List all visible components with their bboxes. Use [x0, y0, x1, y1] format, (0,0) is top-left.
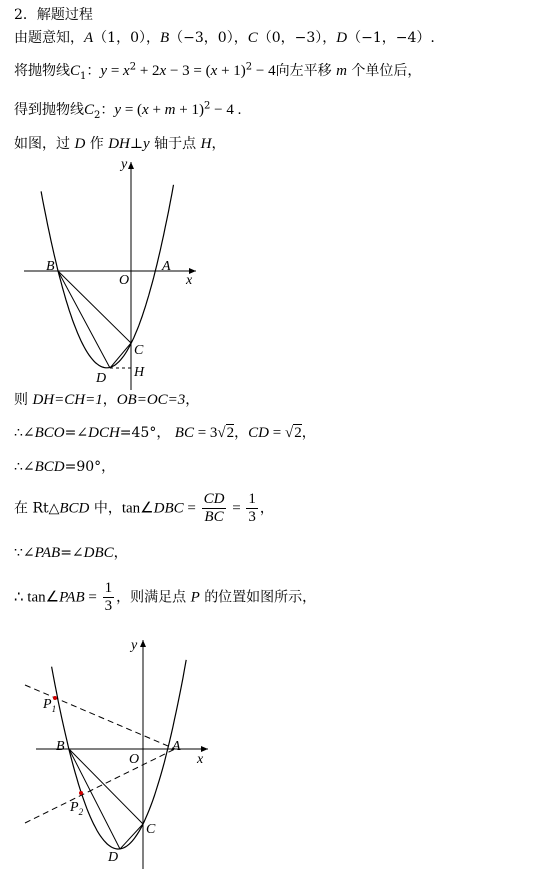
line10-mid: ，则满足点: [116, 589, 187, 606]
line-conclusion: [14, 580, 316, 615]
fig2-label-b: B: [56, 739, 65, 754]
fig2-label-o: O: [129, 752, 140, 767]
point-b-coords: （−3，0），: [169, 30, 248, 46]
fig2-label-p2-letter: P: [70, 800, 79, 815]
line6-therefore: ∴∠: [14, 425, 35, 441]
line7-angle: BCD: [34, 459, 65, 475]
line2-suffix1: 向左平移: [275, 63, 332, 79]
line4-end: ，: [211, 136, 226, 152]
fig1-label-a: A: [162, 259, 171, 274]
figure-2: [0, 630, 230, 869]
line9-because: ∵∠: [14, 545, 35, 561]
eq3-open: = (: [121, 102, 143, 118]
line8-end: ，: [259, 500, 274, 517]
fig1-label-h: H: [134, 365, 145, 380]
line-because: [14, 544, 128, 562]
line8-eq: =: [183, 500, 200, 517]
fig2-dashed-line-p1: [25, 685, 175, 749]
line-parabola-c1: [14, 62, 421, 80]
point-a-coords: （1，0），: [93, 30, 160, 46]
line2-colon: ：: [86, 63, 101, 79]
fig2-label-p1-sub: 1: [51, 704, 57, 714]
shift-m: m: [336, 63, 347, 79]
fig2-label-p1-letter: P: [43, 697, 52, 712]
line-right-angle: [14, 458, 115, 476]
fig1-label-x: x: [186, 273, 193, 288]
curve-c1: C: [70, 63, 81, 79]
line6-cd-eq: =: [269, 425, 285, 441]
figure-1: [0, 150, 220, 390]
fig2-point-p1: [53, 696, 57, 700]
line5-end: ，: [185, 392, 200, 408]
eq-square: 2: [129, 61, 137, 73]
line6-end: ，: [301, 425, 316, 441]
line2-suffix2: 个单位后，: [351, 63, 422, 79]
fig2-segment-bd: [69, 749, 120, 849]
line8-tan: tan∠: [121, 500, 154, 517]
fig2-label-p2-sub: 2: [78, 807, 84, 817]
fig2-label-d: D: [108, 850, 119, 865]
frac-one-third: [246, 491, 258, 526]
line4-mid2: 轴于点: [154, 136, 197, 152]
line7-val: =90°，: [64, 459, 116, 475]
line3-prefix: 得到抛物线: [14, 102, 84, 118]
eq3-tail: − 4 .: [210, 102, 242, 118]
sqrt-sign-2: √: [284, 425, 294, 441]
fig2-point-p2: [79, 791, 83, 795]
fig1-label-d: D: [96, 371, 107, 386]
line4-h: H: [200, 136, 212, 152]
line6-comma: ，: [234, 425, 249, 441]
fig2-label-p2: [69, 800, 84, 817]
line4-prefix: 如图，过: [14, 136, 70, 152]
line8-ang: DBC: [153, 500, 184, 517]
line6-bc-eq: = 3: [193, 425, 218, 441]
eq3-p1: + 1): [175, 102, 204, 118]
point-c-label: C: [247, 30, 258, 46]
point-c-coords: （0，−3），: [257, 30, 337, 46]
line8-prefix: 在 Rt△: [14, 500, 60, 517]
line6-cd: CD: [248, 425, 269, 441]
eq-x3: x: [210, 63, 218, 79]
eq-square2: 2: [245, 61, 253, 73]
fig1-segment-bd: [58, 271, 110, 368]
eq-end: − 3 = (: [166, 63, 211, 79]
line5-prefix: 则: [14, 392, 28, 408]
frac-one-third-2: [103, 580, 115, 615]
eq3-m: m: [164, 102, 176, 118]
fig1-label-c: C: [134, 343, 144, 358]
point-d-label: D: [336, 30, 348, 46]
line1-prefix: 由题意知，: [14, 30, 84, 46]
line4-mid: 作: [89, 136, 104, 152]
eq-x2: x: [159, 63, 167, 79]
line8-tri: BCD: [59, 500, 90, 517]
line7-therefore: ∴∠: [14, 459, 35, 475]
line4-y: y: [143, 136, 150, 152]
frac2-num-1: 1: [104, 580, 113, 596]
line6-a1: BCO: [34, 425, 65, 441]
perp-symbol: ⊥: [129, 136, 144, 152]
line9-a2: DBC: [83, 545, 114, 561]
line10-end: 的位置如图所示，: [204, 589, 317, 606]
frac-cd-bc: [202, 491, 227, 526]
line10-ang: PAB: [59, 589, 85, 606]
frac2-den-3: 3: [104, 598, 113, 614]
eq-x: x: [123, 63, 130, 79]
line9-a1: PAB: [34, 545, 61, 561]
line-parabola-c2: [14, 101, 241, 119]
line-lengths: [14, 391, 199, 409]
fig2-segment-dc: [120, 824, 143, 849]
eq-mid: + 2: [136, 63, 160, 79]
curve-c2-sub: 2: [94, 109, 101, 121]
line-angles: [14, 424, 316, 442]
fig1-label-y: y: [121, 157, 128, 172]
line10-p: P: [190, 589, 200, 606]
line6-cd-rad: 2: [294, 425, 302, 441]
fig1-label-o: O: [119, 273, 130, 288]
eq3-x: x: [142, 102, 149, 118]
line9-end: ，: [113, 545, 128, 561]
frac-den-3: 3: [248, 509, 256, 525]
line10-eq: =: [84, 589, 101, 606]
fig2-label-x: x: [197, 752, 204, 767]
frac-bc: BC: [204, 509, 224, 525]
line6-val: =45°，: [119, 425, 171, 441]
point-d-coords: （−1，−4）.: [347, 30, 435, 46]
line4-dh: DH: [108, 136, 130, 152]
line-tangent: [14, 491, 274, 526]
fig1-segment-dc: [110, 343, 131, 368]
eq3-y: y: [114, 102, 122, 118]
eq-tail: − 4: [252, 63, 276, 79]
line9-eq: =∠: [60, 545, 84, 561]
fig2-label-c: C: [146, 822, 156, 837]
line-points: [14, 29, 435, 47]
line4-d: D: [74, 136, 86, 152]
fig2-label-a: A: [172, 739, 181, 754]
line2-prefix: 将抛物线: [14, 63, 70, 79]
line6-a2: DCH: [88, 425, 120, 441]
eq3-square: 2: [203, 100, 211, 112]
line5-eq1: DH=CH=1: [32, 392, 103, 408]
sqrt-sign-1: √: [217, 425, 226, 441]
line3-colon: ：: [100, 102, 115, 118]
point-a-label: A: [84, 30, 94, 46]
frac-num-1: 1: [248, 491, 256, 507]
line6-bc-rad: 2: [226, 425, 235, 441]
line8-mid: 中，: [89, 500, 122, 517]
curve-c2: C: [84, 102, 95, 118]
eq-equals: =: [107, 63, 124, 79]
solution-heading: [14, 6, 93, 24]
fig2-label-y: y: [131, 638, 138, 653]
line8-eq2: =: [228, 500, 245, 517]
line5-eq2: OB=OC=3: [116, 392, 186, 408]
line6-eq: =∠: [64, 425, 89, 441]
line6-bc: BC: [174, 425, 194, 441]
fig1-label-b: B: [46, 259, 55, 274]
point-b-label: B: [160, 30, 170, 46]
heading-text: 2．解题过程: [14, 7, 93, 23]
frac-cd: CD: [203, 491, 225, 507]
eq-p1: + 1): [217, 63, 246, 79]
line10-therefore: ∴ tan∠: [14, 589, 60, 606]
eq-y: y: [100, 63, 108, 79]
eq3-plus: +: [148, 102, 165, 118]
line5-sep: ，: [102, 392, 117, 408]
curve-c1-sub: 1: [80, 70, 87, 82]
fig2-dashed-line-p2: [25, 749, 175, 823]
